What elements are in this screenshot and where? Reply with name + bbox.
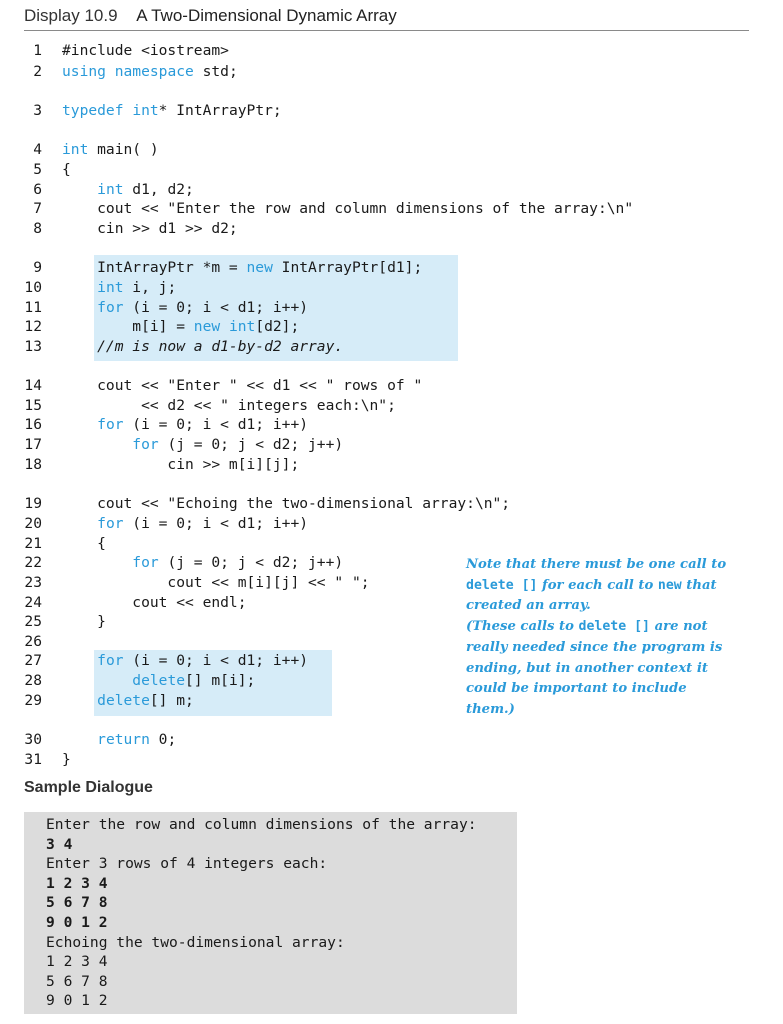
- code-line: for (i = 0; i < d1; i++): [97, 652, 309, 669]
- line-number: 18: [24, 456, 42, 473]
- code-line: cout << endl;: [62, 594, 247, 611]
- line-number: 3: [33, 102, 42, 119]
- code-line: m[i] = new int[d2];: [62, 318, 300, 335]
- code-line: cout << "Echoing the two-dimensional array:\n";: [62, 495, 511, 512]
- note-code: delete []: [466, 577, 538, 593]
- line-number: 23: [24, 574, 42, 591]
- annotation-note: [466, 555, 736, 721]
- code-line: int main( ): [62, 141, 159, 158]
- code-line: cout << "Enter " << d1 << " rows of ": [62, 377, 423, 394]
- code-line: cin >> m[i][j];: [62, 456, 300, 473]
- line-number: 24: [24, 594, 42, 611]
- line-number: 17: [24, 436, 42, 453]
- line-number: 6: [33, 181, 42, 198]
- line-number: 22: [24, 554, 42, 571]
- line-number: 13: [24, 338, 42, 355]
- code-line: int i, j;: [97, 279, 177, 296]
- line-number: 5: [33, 161, 42, 178]
- sample-output-line: 5 6 7 8: [46, 894, 108, 912]
- sample-output-line: Echoing the two-dimensional array:: [46, 933, 345, 951]
- code-line: IntArrayPtr *m = new IntArrayPtr[d1];: [62, 259, 423, 276]
- note-text: Note that there must be one call to: [466, 557, 727, 572]
- sample-output-line: Enter 3 rows of 4 integers each:: [46, 855, 328, 873]
- sample-dialogue-label: Sample Dialogue: [24, 779, 153, 796]
- line-number: 21: [24, 535, 42, 552]
- line-number: 1: [33, 42, 42, 59]
- line-number: 12: [24, 318, 42, 335]
- line-number: 19: [24, 495, 42, 512]
- code-line: << d2 << " integers each:\n";: [62, 397, 396, 414]
- line-number: 20: [24, 515, 42, 532]
- line-number: 8: [33, 220, 42, 237]
- sample-output-line: Enter the row and column dimensions of the array:: [46, 816, 477, 833]
- code-line: //m is now a d1-by-d2 array.: [62, 338, 344, 355]
- line-number: 4: [33, 141, 42, 158]
- line-number: 14: [24, 377, 42, 394]
- code-line: for (i = 0; i < d1; i++): [97, 416, 309, 433]
- code-line: typedef int* IntArrayPtr;: [62, 102, 282, 119]
- display-header: [24, 6, 749, 31]
- line-number: 27: [24, 652, 42, 669]
- code-line: #include <iostream>: [62, 42, 229, 59]
- note-text: for each call to: [537, 577, 658, 593]
- code-line: delete[] m;: [97, 692, 194, 709]
- code-line: cout << "Enter the row and column dimensions of the array:\n": [62, 200, 634, 217]
- code-line: cin >> d1 >> d2;: [62, 220, 238, 237]
- note-text: (These calls to: [466, 619, 579, 635]
- display-number: Display 10.9: [24, 6, 118, 25]
- note-code: delete []: [578, 619, 650, 635]
- code-line: for (j = 0; j < d2; j++): [132, 554, 344, 571]
- sample-output-line: 1 2 3 4: [46, 874, 108, 892]
- note-text: are not really needed since the program is ending, but in another context it could be important to include them.): [466, 619, 723, 717]
- line-number: 31: [24, 751, 42, 768]
- line-number: 9: [33, 259, 42, 276]
- sample-output-line: 9 0 1 2: [46, 992, 108, 1010]
- line-number: 7: [33, 200, 42, 217]
- line-number: 15: [24, 397, 42, 414]
- sample-output-line: 3 4: [46, 835, 73, 853]
- line-number: 30: [24, 731, 42, 748]
- code-line: int d1, d2;: [97, 181, 194, 198]
- code-line: return 0;: [97, 731, 177, 748]
- code-line: for (i = 0; i < d1; i++): [97, 515, 309, 532]
- code-line: using namespace std;: [62, 63, 238, 80]
- sample-output-line: 9 0 1 2: [46, 914, 108, 931]
- code-line: {: [62, 535, 106, 552]
- line-number: 25: [24, 613, 42, 630]
- code-line: cout << m[i][j] << " ";: [62, 574, 370, 591]
- code-line: for (i = 0; i < d1; i++): [97, 299, 309, 316]
- line-number: 26: [24, 633, 42, 650]
- code-line: for (j = 0; j < d2; j++): [132, 436, 344, 453]
- sample-dialogue-box: [24, 812, 517, 1014]
- code-line: }: [62, 751, 71, 768]
- line-number: 16: [24, 416, 42, 433]
- line-number: 28: [24, 672, 42, 689]
- note-code: new: [657, 577, 682, 593]
- code-line: {: [62, 161, 71, 178]
- code-line: delete[] m[i];: [132, 672, 256, 689]
- line-number: 10: [24, 279, 42, 296]
- code-line: }: [62, 613, 106, 630]
- line-number: 11: [24, 299, 42, 316]
- display-title: A Two-Dimensional Dynamic Array: [136, 6, 397, 25]
- line-number: 29: [24, 692, 42, 709]
- note-text: that created an array.: [466, 577, 717, 614]
- line-number: 2: [33, 63, 42, 80]
- sample-output-line: 1 2 3 4: [46, 953, 108, 971]
- sample-output-line: 5 6 7 8: [46, 972, 108, 990]
